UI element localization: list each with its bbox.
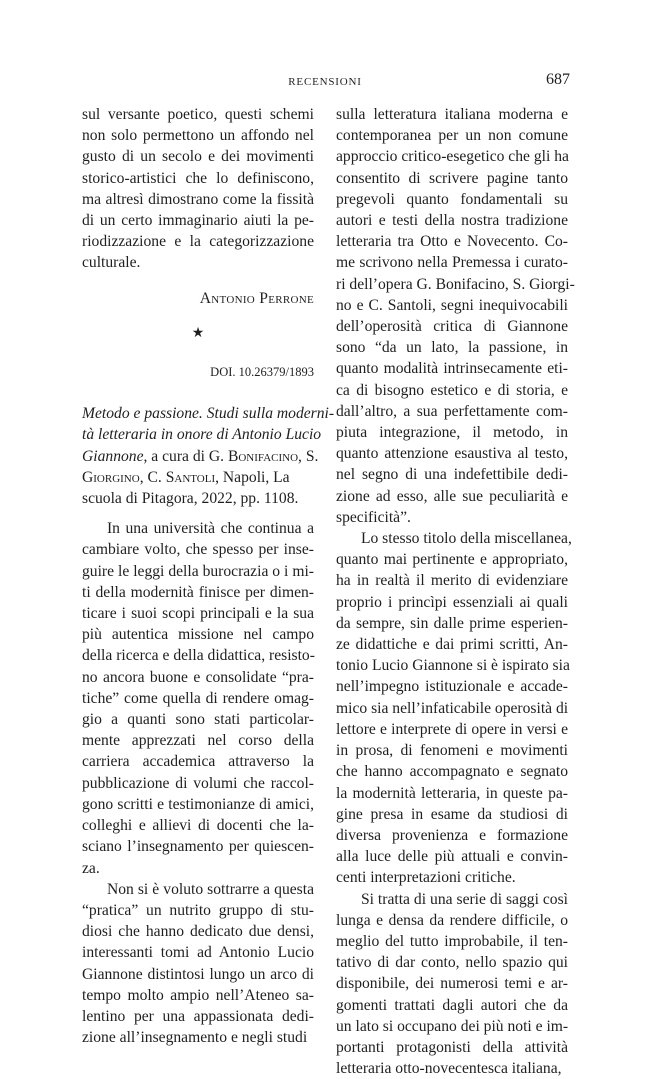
left-column: [82, 104, 335, 1048]
page-number: 687: [546, 71, 570, 88]
text-line: no ancora buone e consolidate “pra-: [82, 668, 314, 686]
text-line: mente apprezzati nel corso della: [82, 732, 314, 750]
text-line: tempo molto ampio nell’Ateneo sa-: [82, 986, 314, 1004]
text-line: dell’operosità critica di Giannone: [336, 318, 568, 336]
previous-review-ending: [82, 104, 314, 274]
text-line: In una università che continua a: [106, 520, 314, 538]
text-line: interessanti tomi ad Antonio Lucio: [82, 944, 314, 962]
text-line: quanto modalità intrinsecamente eti-: [336, 360, 568, 378]
text-line: in prosa, di fenomeni e movimenti: [336, 742, 568, 760]
text-line: gio a quanti sono stati particolar-: [82, 711, 314, 729]
text-line: guire le leggi della burocrazia o i mi-: [82, 562, 314, 580]
text-line: ri dell’opera G. Bonifacino, S. Giorgi-: [336, 275, 575, 293]
text-line: ticare i suoi scopi principali e la sua: [82, 605, 314, 623]
curator-name: Bonifacino: [227, 447, 299, 465]
review-author: Antonio Perrone: [199, 289, 314, 307]
text-line: riodizzazione e la categorizzazione: [82, 233, 314, 251]
text-line: gine presa in esame da studiosi di: [336, 805, 568, 823]
text-line: letteraria tra Otto e Novecento. Co-: [336, 233, 568, 251]
text-line: Lo stesso titolo della miscellanea,: [360, 530, 572, 548]
text-line: diversa provenienza e formazione: [336, 826, 568, 844]
text-line: specificità”.: [336, 508, 411, 526]
text-line: piuta integrazione, il metodo, in: [336, 424, 568, 442]
text-line: disponibile, dei numerosi temi e ar-: [336, 975, 568, 993]
text-line: meglio del tutto improbabile, il ten-: [336, 932, 568, 950]
text-line: storico-artistici che lo definiscono,: [82, 169, 314, 187]
curator-name: Santoli: [165, 468, 216, 486]
text-line: nell’impegno istituzionale e accade-: [336, 678, 568, 696]
text-line: portanti protagonisti della attività: [336, 1038, 568, 1056]
text-line: ca di bisogno estetico e di storia, e: [336, 381, 568, 399]
text-line: sciano l’insegnamento per quiescen-: [82, 838, 314, 856]
text-line: pubblicazione di volumi che raccol-: [82, 774, 314, 792]
curator-name: Giorgino: [82, 468, 140, 486]
text-line: gusto di un secolo e dei movimenti: [82, 148, 314, 166]
text-line: Non si è voluto sottrarre a questa: [106, 880, 314, 898]
text-line: la modernità letteraria, in queste pa-: [336, 784, 568, 802]
text-line: Giannone distintosi lungo un arco di: [82, 965, 314, 983]
body-paragraph: [82, 518, 314, 878]
curators-line: Giorgino, C. Santoli, Napoli, La: [82, 468, 290, 486]
text-line: autori e testi della nostra tradizione: [336, 212, 568, 230]
text-line: che hanno accompagnato e segnato: [336, 763, 568, 781]
text-line: quanto mai pertinente e appropriato,: [336, 551, 568, 569]
running-head: RECENSIONI: [288, 76, 362, 88]
text-line: consentito di scrivere pagine tanto: [336, 169, 568, 187]
book-title-curators-line: Giannone, a cura di G. Bonifacino, S.: [82, 447, 319, 465]
text-line: alla luce delle più attuali e convin-: [336, 848, 568, 866]
text-line: quanto attenzione esaustiva al testo,: [336, 445, 568, 463]
bibliographic-entry: [82, 403, 335, 509]
right-column: [336, 104, 575, 1079]
text-line: non solo permettono un affondo nel: [82, 127, 314, 145]
text-line: gomenti trattati dagli autori che da: [336, 996, 568, 1014]
body-paragraph: [336, 104, 575, 528]
text-line: lettore e interprete di opere in versi e: [336, 720, 568, 738]
text-line: più autentica missione nel campo: [82, 626, 314, 644]
text-line: letteraria otto-novecentesca italiana,: [336, 1060, 562, 1078]
text-line: tonio Lucio Giannone si è ispirato sia: [336, 657, 570, 675]
text-line: un lato si occupano dei più noti e im-: [336, 1017, 569, 1035]
text-line: cambiare volto, che spesso per inse-: [82, 541, 314, 559]
text-line: ma altresì dimostrano come la fissità: [82, 190, 314, 208]
text-line: tativo di dar conto, nello spazio qui: [336, 954, 568, 972]
page-header: [0, 71, 650, 94]
text-line: ze didattiche e dai primi scritti, An-: [336, 636, 568, 654]
body-paragraph: [336, 528, 572, 888]
text-line: ti della modernità finisce per dimen-: [82, 583, 314, 601]
text-line: carriera accademica attraverso la: [82, 753, 314, 771]
publisher-line: scuola di Pitagora, 2022, pp. 1108.: [82, 490, 299, 508]
body-paragraph: [82, 879, 314, 1049]
body-paragraph: [336, 889, 568, 1079]
text-line: contemporanea per un non comune: [336, 127, 568, 145]
text-line: tiche” come quella di rendere omag-: [82, 689, 314, 707]
text-line: mico sia nell’infaticabile operosità di: [336, 699, 569, 717]
text-line: sulla letteratura italiana moderna e: [336, 106, 568, 123]
text-line: gono scritti e testimonianze di amici,: [82, 795, 314, 813]
book-title-line: tà letteraria in onore di Antonio Lucio: [82, 426, 322, 444]
book-title-line: Metodo e passione. Studi sulla moderni-: [82, 405, 335, 423]
text-line: lentino per una appassionata dedi-: [82, 1007, 314, 1025]
text-line: da sempre, sin dalle prime esperien-: [336, 614, 568, 632]
text-line: me scrivono nella Premessa i curato-: [336, 254, 568, 272]
text-line: culturale.: [82, 254, 141, 272]
text-line: centi interpretazioni critiche.: [336, 869, 516, 887]
text-line: nel segno di una indefettibile dedi-: [336, 466, 568, 484]
text-line: Si tratta di una serie di saggi così: [360, 890, 568, 908]
text-line: lunga e densa da rendere difficile, o: [336, 911, 568, 929]
text-line: proprio i princìpi essenziali ai quali: [336, 593, 568, 611]
text-line: della ricerca e della didattica, resisto-: [82, 647, 315, 665]
text-line: zione all’insegnamento e negli studi: [82, 1029, 308, 1047]
text-line: dall’altro, a sua perfettamente com-: [336, 402, 568, 420]
text-line: “pratica” un nutrito gruppo di stu-: [82, 901, 314, 919]
text-line: di un certo immaginario aiuti la pe-: [82, 212, 314, 230]
text-line: sono “da un lato, la passione, in: [336, 339, 568, 357]
text-line: zione ad esso, alle sue peculiarità e: [336, 487, 568, 505]
text-line: diosi che hanno dedicato due densi,: [82, 923, 314, 941]
text-line: sul versante poetico, questi schemi: [82, 106, 314, 123]
doi-reference: DOI. 10.26379/1893: [210, 365, 314, 380]
section-separator-star: ★: [191, 325, 205, 341]
text-line: approccio critico-esegetico che gli ha: [336, 148, 569, 166]
text-line: no e C. Santoli, segni inequivocabili: [336, 296, 568, 314]
text-line: za.: [82, 859, 100, 877]
text-line: colleghi e allievi di docenti che la-: [82, 817, 314, 835]
text-line: pregevoli quanto fondamentali su: [336, 190, 568, 208]
text-line: ha in realtà il merito di evidenziare: [336, 572, 568, 590]
